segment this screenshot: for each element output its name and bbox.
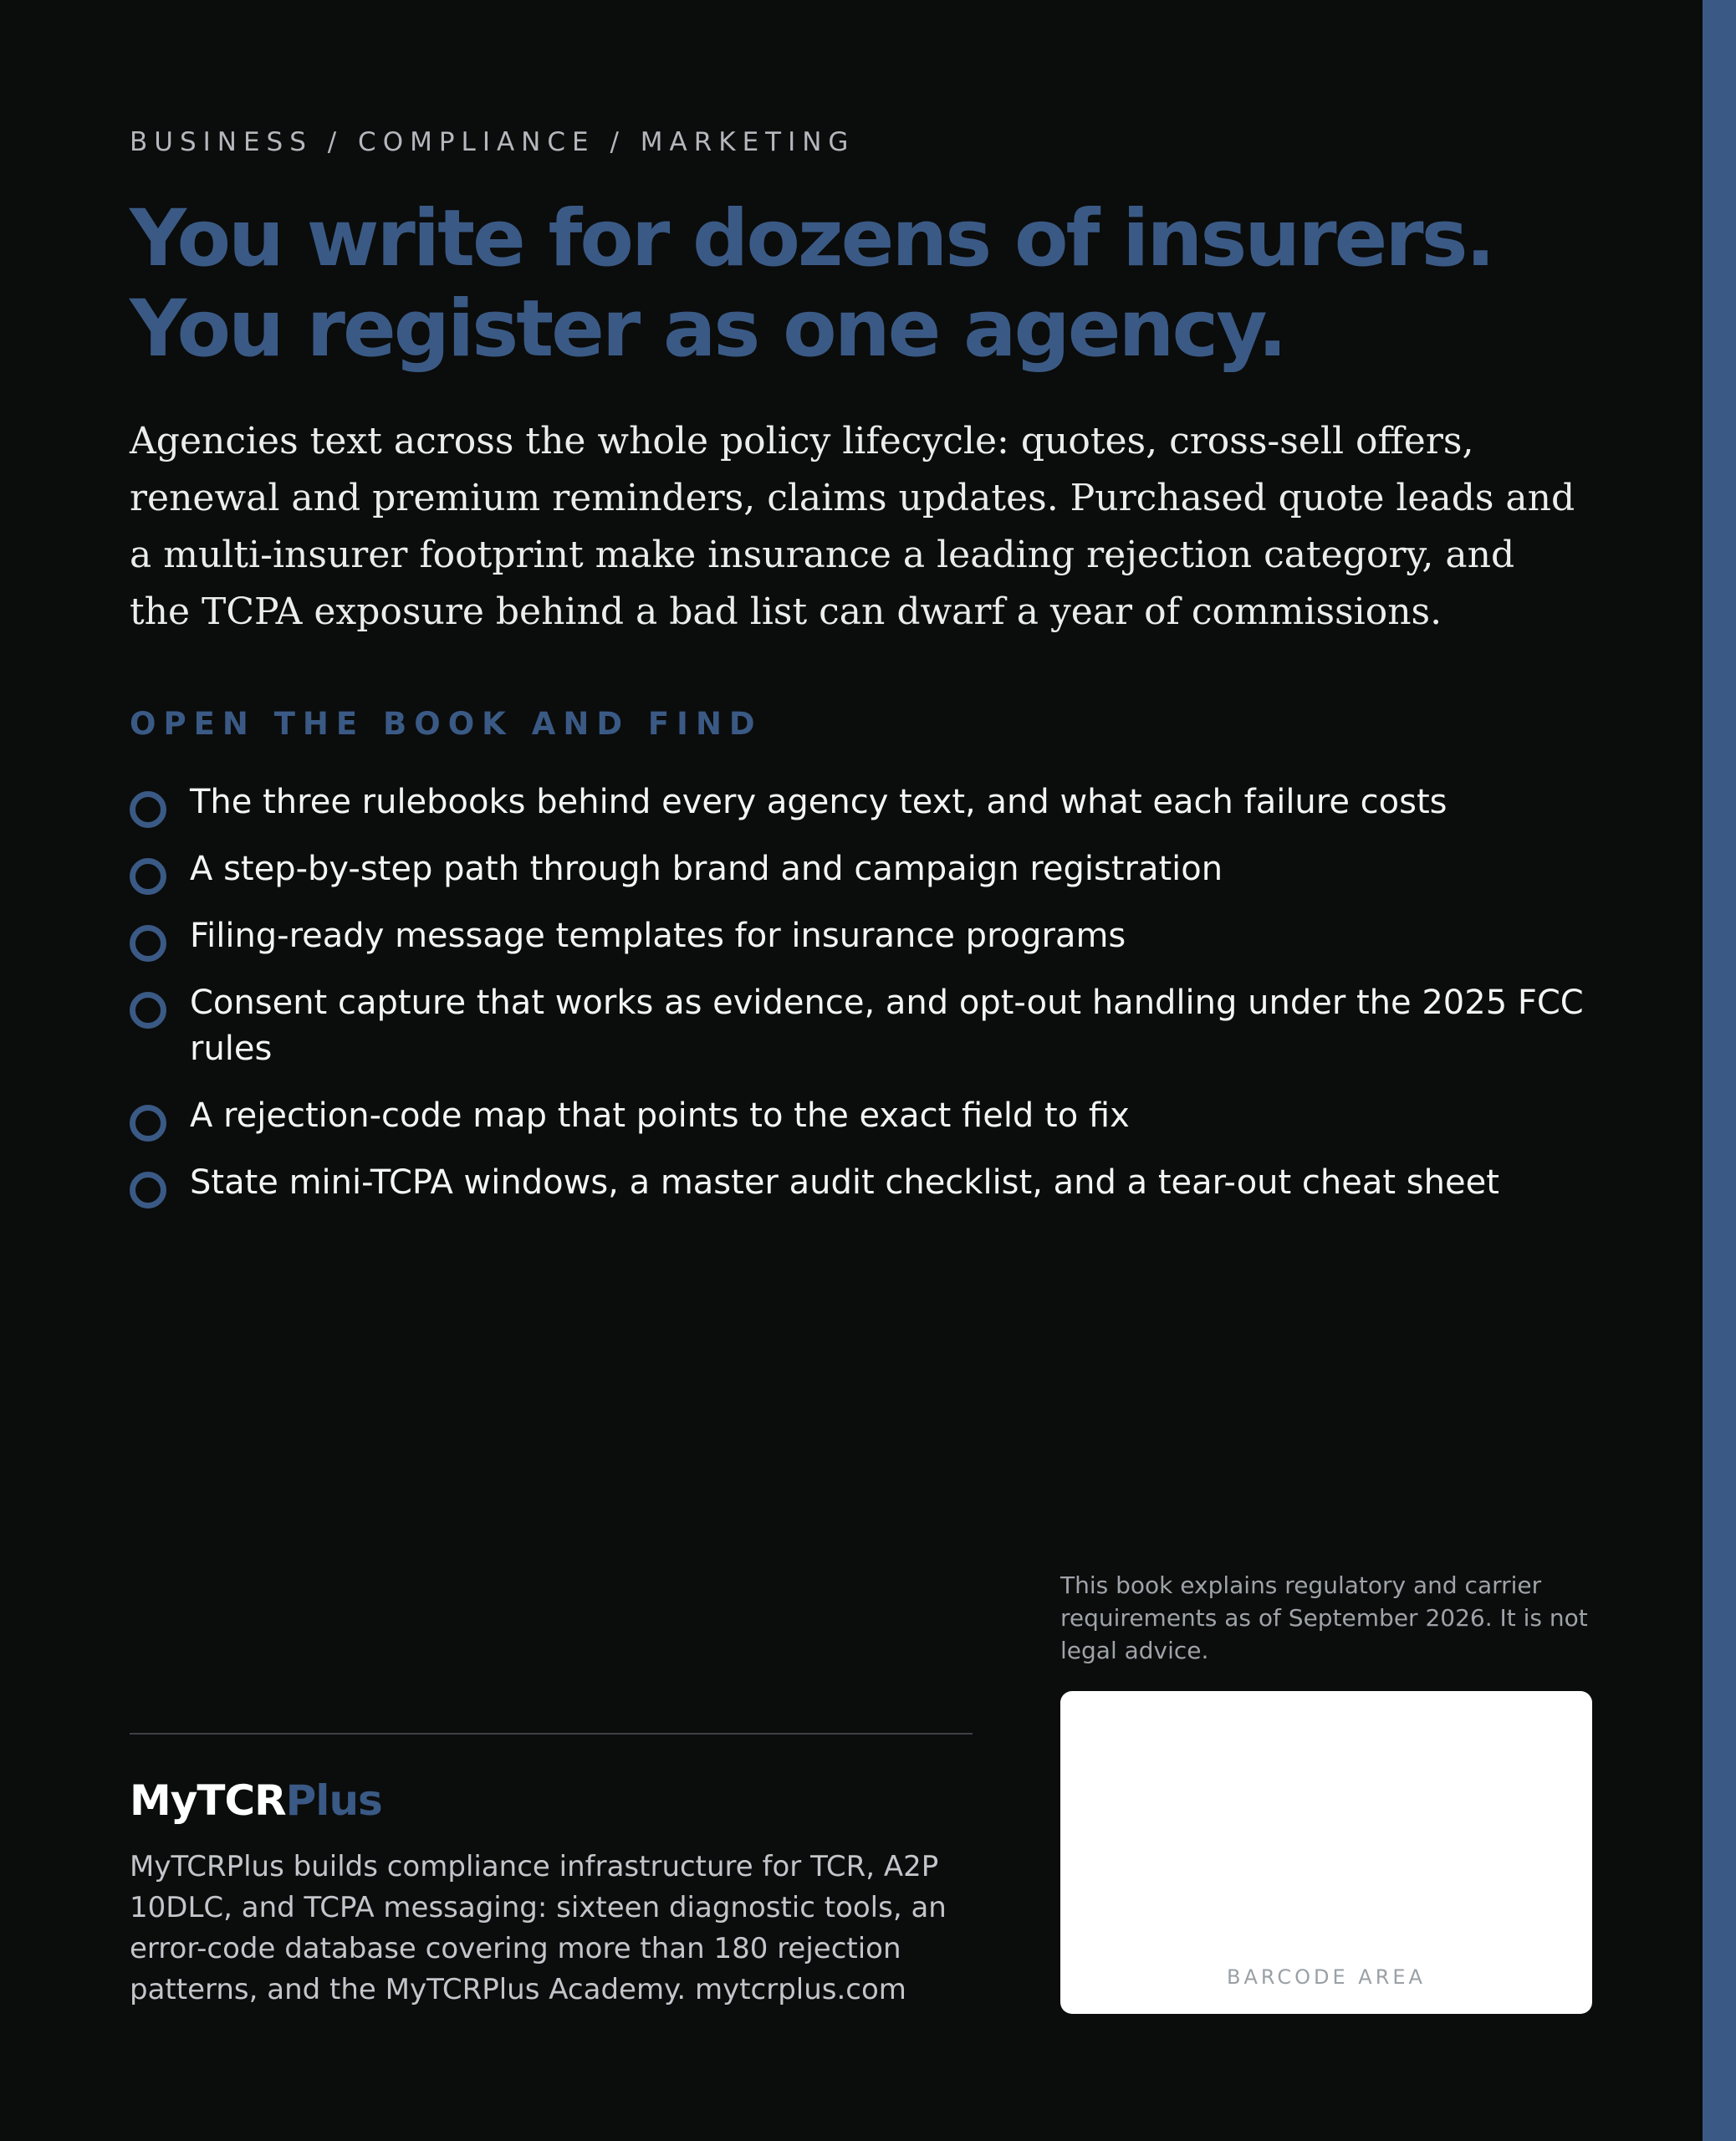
divider xyxy=(130,1733,973,1735)
lede-paragraph: Agencies text across the whole policy lifecycle: quotes, cross-sell offers, renewal and premium reminders, claims updates. Purchased quote leads and a multi-insurer footprint make insurance a leading rejection category, and the TCPA exposure behind a bad list can dwarf a year of commissions. xyxy=(130,420,1575,633)
feature-item xyxy=(130,779,1601,825)
back-cover xyxy=(130,0,1593,2141)
category-line: BUSINESS / COMPLIANCE / MARKETING xyxy=(130,127,855,157)
barcode-label: BARCODE AREA xyxy=(1227,1965,1426,1989)
circle-outline-icon xyxy=(130,858,166,895)
feature-item xyxy=(130,1093,1601,1139)
logo-text-primary: MyTCR xyxy=(130,1776,286,1825)
circle-outline-icon xyxy=(130,791,166,828)
circle-outline-icon xyxy=(130,1105,166,1142)
feature-text: The three rulebooks behind every agency text, and what each failure costs xyxy=(190,783,1448,821)
circle-outline-icon xyxy=(130,1172,166,1208)
circle-outline-icon xyxy=(130,992,166,1029)
circle-outline-icon xyxy=(130,925,166,962)
feature-text: Filing-ready message templates for insurance programs xyxy=(190,917,1126,955)
feature-text: A rejection-code map that points to the exact field to fix xyxy=(190,1096,1130,1135)
feature-text: Consent capture that works as evidence, and opt-out handling under the 2025 FCC rules xyxy=(190,984,1584,1068)
logo-text-accent: Plus xyxy=(285,1776,382,1825)
legal-disclaimer: This book explains regulatory and carrier requirements as of September 2026. It is not legal advice. xyxy=(1060,1571,1588,1664)
feature-item xyxy=(130,846,1601,892)
spine-accent-bar xyxy=(1703,0,1736,2141)
publisher-blurb: MyTCRPlus builds compliance infrastructure for TCR, A2P 10DLC, and TCPA messaging: sixteen diagnostic tools, an error-code database covering more than 180 rejection patterns, and the MyTCRPlus Academy. mytcrplus.com xyxy=(130,1850,947,2006)
feature-item xyxy=(130,980,1601,1072)
feature-text: State mini-TCPA windows, a master audit checklist, and a tear-out cheat sheet xyxy=(190,1163,1499,1202)
feature-text: A step-by-step path through brand and campaign registration xyxy=(190,850,1223,888)
feature-item xyxy=(130,913,1601,959)
publisher-logo xyxy=(130,1776,382,1825)
feature-item xyxy=(130,1160,1601,1206)
barcode-area xyxy=(1060,1691,1592,2014)
feature-list xyxy=(130,779,1601,1227)
section-label: OPEN THE BOOK AND FIND xyxy=(130,706,763,742)
headline: You write for dozens of insurers. You register as one agency. xyxy=(130,193,1493,375)
